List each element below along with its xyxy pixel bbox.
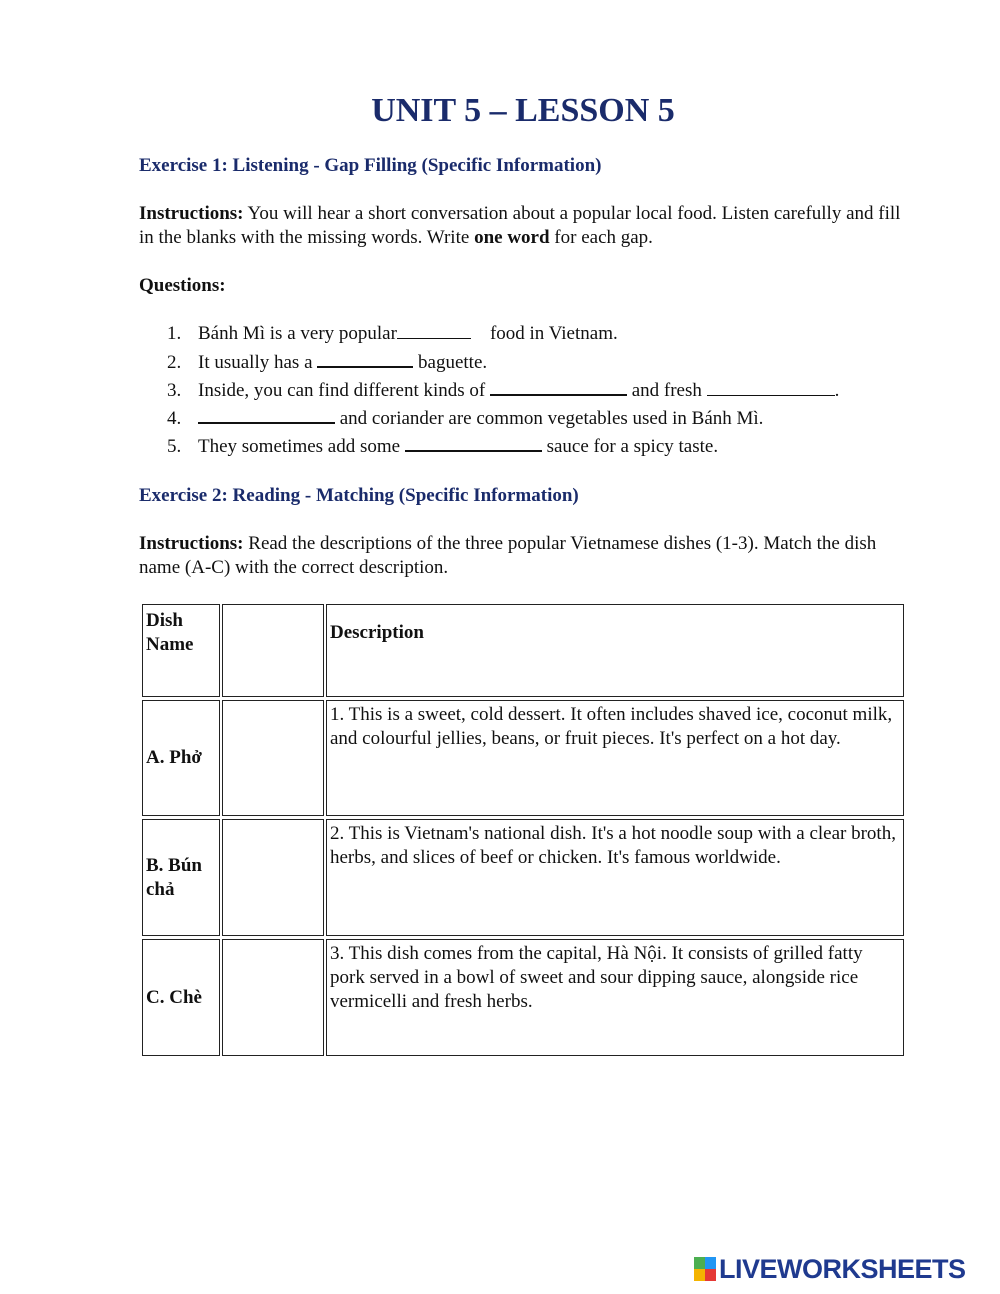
dish-name-a: A. Phở xyxy=(142,700,220,816)
question-2: 2. It usually has a baguette. xyxy=(167,348,839,376)
header-description: Description xyxy=(326,604,904,697)
exercise2-instructions xyxy=(139,532,904,580)
logo-text: LIVEWORKSHEETS xyxy=(719,1253,966,1284)
exercise2-heading: Exercise 2: Reading - Matching (Specific Information) xyxy=(139,485,579,506)
answer-gap-4[interactable] xyxy=(198,404,335,424)
instructions-emphasis: one word xyxy=(474,227,550,248)
questions-label: Questions: xyxy=(139,275,226,296)
description-2: 2. This is Vietnam's national dish. It's a hot noodle soup with a clear broth, herbs, and slices of beef or chicken. It's famous worldwide. xyxy=(326,819,904,936)
answer-gap-3b[interactable] xyxy=(707,377,835,396)
page-title: UNIT 5 – LESSON 5 xyxy=(371,92,675,129)
description-3: 3. This dish comes from the capital, Hà Nội. It consists of grilled fatty pork served in a bowl of sweet and sour dipping sauce, alongside rice vermicelli and fresh herbs. xyxy=(326,939,904,1056)
liveworksheets-logo-icon xyxy=(694,1257,716,1281)
dish-name-c: C. Chè xyxy=(142,939,220,1056)
question-3: 3. Inside, you can find different kinds of and fresh . xyxy=(167,376,839,404)
answer-gap-5[interactable] xyxy=(405,432,542,452)
instructions-text-end: for each gap. xyxy=(549,227,653,248)
question-4: 4. and coriander are common vegetables used in Bánh Mì. xyxy=(167,404,839,432)
instructions-label: Instructions: xyxy=(139,203,244,224)
dish-name-b: B. Bún chả xyxy=(142,819,220,936)
answer-cell-c[interactable] xyxy=(222,939,324,1056)
exercise1-instructions xyxy=(139,202,909,250)
question-5: 5. They sometimes add some sauce for a spicy taste. xyxy=(167,432,839,460)
questions-list xyxy=(167,320,839,460)
liveworksheets-logo[interactable] xyxy=(694,1254,966,1284)
answer-gap-3a[interactable] xyxy=(490,376,627,396)
instructions-text: Read the descriptions of the three popular Vietnamese dishes (1-3). Match the dish name (A-C) with the correct description. xyxy=(139,533,877,578)
instructions-text: You will hear a short conversation about a popular local food. Listen carefully and fill in the blanks with the missing words. Write xyxy=(139,203,901,248)
exercise1-heading: Exercise 1: Listening - Gap Filling (Specific Information) xyxy=(139,155,602,176)
header-dish-name: Dish Name xyxy=(142,604,220,697)
description-1: 1. This is a sweet, cold dessert. It often includes shaved ice, coconut milk, and colourful jellies, beans, or fruit pieces. It's perfect on a hot day. xyxy=(326,700,904,816)
answer-gap-1[interactable] xyxy=(397,320,471,339)
header-answer-cell xyxy=(222,604,324,697)
question-1: 1. Bánh Mì is a very popular food in Vietnam. xyxy=(167,320,839,348)
answer-gap-2[interactable] xyxy=(317,348,413,368)
answer-cell-a[interactable] xyxy=(222,700,324,816)
instructions-label: Instructions: xyxy=(139,533,244,554)
answer-cell-b[interactable] xyxy=(222,819,324,936)
